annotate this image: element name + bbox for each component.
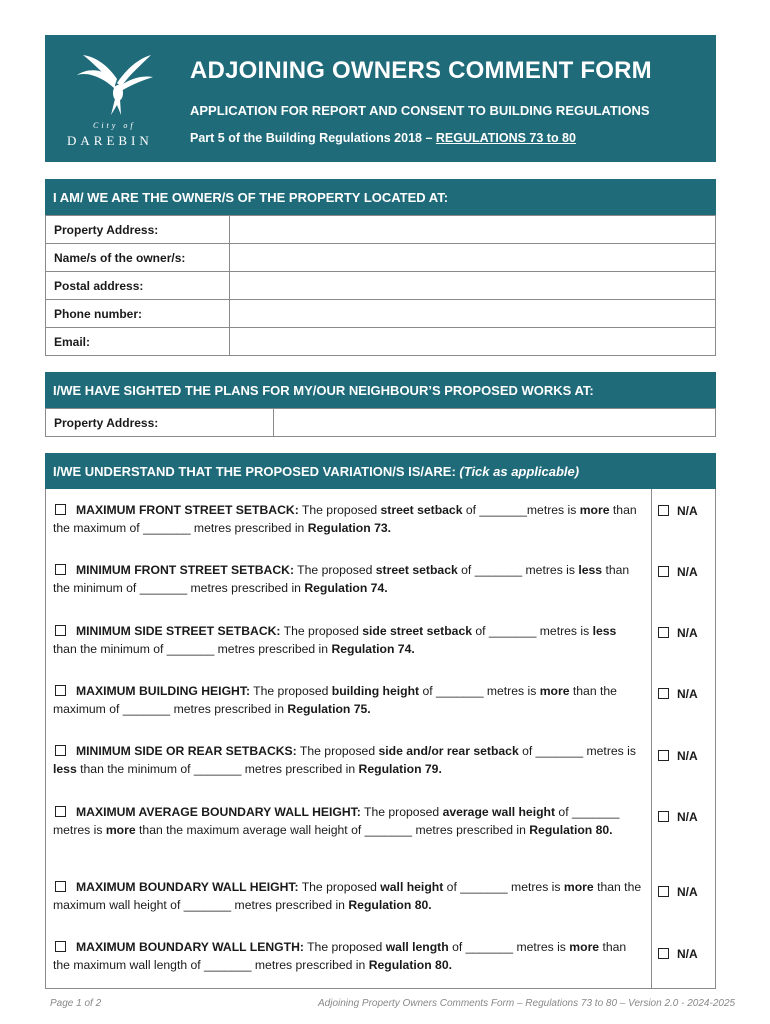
variation-measure: side street setback — [362, 624, 472, 638]
phone-number-label: Phone number: — [46, 300, 230, 328]
variation-text-part: than the minimum of _______ metres prescribed in — [53, 642, 332, 656]
table-row — [46, 300, 716, 328]
not-applicable-option[interactable] — [658, 626, 698, 640]
variations-list — [45, 489, 716, 989]
variation-measure: street setback — [380, 503, 463, 517]
column-divider — [651, 489, 652, 989]
variation-comparison: less — [53, 762, 77, 776]
not-applicable-option[interactable] — [658, 749, 698, 763]
variation-checkbox[interactable] — [55, 881, 66, 892]
variation-text-part: of _______ metres is — [443, 880, 564, 894]
variation-measure: average wall height — [442, 805, 556, 819]
neighbour-details-table — [45, 408, 716, 437]
neighbour-section-heading: I/WE HAVE SIGHTED THE PLANS FOR MY/OUR NEIGHBOUR’S PROPOSED WORKS AT: — [45, 372, 716, 408]
variation-comparison: more — [563, 880, 594, 894]
variation-text-part: The proposed — [296, 744, 379, 758]
variation-measure: wall length — [385, 940, 449, 954]
variation-text-part: than the maximum of _______ metres prescribed in — [53, 684, 617, 716]
bird-emblem-icon — [75, 49, 155, 121]
regulation-reference — [190, 131, 576, 145]
variation-text-part: of _______ metres is — [457, 563, 579, 577]
not-applicable-option[interactable] — [658, 565, 698, 579]
na-label: N/A — [677, 687, 698, 701]
variation-regulation: Regulation 74. — [304, 581, 388, 595]
neighbour-property-address-label: Property Address: — [46, 409, 274, 437]
variation-measure: side and/or rear setback — [378, 744, 519, 758]
variation-title: MAXIMUM BOUNDARY WALL LENGTH: — [76, 940, 304, 954]
na-label: N/A — [677, 504, 698, 518]
na-label: N/A — [677, 749, 698, 763]
not-applicable-option[interactable] — [658, 947, 698, 961]
not-applicable-option[interactable] — [658, 504, 698, 518]
variation-title: MINIMUM SIDE STREET SETBACK: — [76, 624, 281, 638]
document-footer: Adjoining Property Owners Comments Form – Regulations 73 to 80 – Version 2.0 - 2024-2025 — [318, 998, 736, 1009]
variation-regulation: Regulation 79. — [358, 762, 442, 776]
table-row — [46, 328, 716, 356]
variation-regulation: Regulation 80. — [348, 898, 432, 912]
variation-text — [53, 878, 643, 914]
variation-text-part: than the minimum of _______ metres prescribed in — [53, 563, 630, 595]
variation-title: MINIMUM SIDE OR REAR SETBACKS: — [76, 744, 297, 758]
variation-comparison: more — [105, 823, 136, 837]
variation-regulation: Regulation 80. — [529, 823, 613, 837]
variation-text-part: of _______ metres is — [419, 684, 540, 698]
variation-comparison: less — [578, 563, 603, 577]
variation-measure: building height — [331, 684, 420, 698]
variation-checkbox[interactable] — [55, 504, 66, 515]
postal-address-label: Postal address: — [46, 272, 230, 300]
variation-text-part: than the maximum of _______ metres prescribed in — [53, 503, 637, 535]
na-label: N/A — [677, 565, 698, 579]
variation-text-part: of _______ metres is — [518, 744, 636, 758]
email-label: Email: — [46, 328, 230, 356]
variation-regulation: Regulation 74. — [331, 642, 415, 656]
variation-checkbox[interactable] — [55, 564, 66, 575]
not-applicable-option[interactable] — [658, 687, 698, 701]
variation-checkbox[interactable] — [55, 806, 66, 817]
variation-text-part: The proposed — [360, 805, 443, 819]
variation-title: MAXIMUM BOUNDARY WALL HEIGHT: — [76, 880, 299, 894]
variation-text-part: of _______ metres is — [448, 940, 570, 954]
form-title: ADJOINING OWNERS COMMENT FORM — [190, 57, 652, 84]
not-applicable-option[interactable] — [658, 885, 698, 899]
form-subtitle: APPLICATION FOR REPORT AND CONSENT TO BUILDING REGULATIONS — [190, 103, 650, 118]
variation-text — [53, 622, 643, 658]
variation-comparison: more — [539, 684, 570, 698]
property-address-field[interactable] — [229, 216, 715, 244]
property-address-label: Property Address: — [46, 216, 230, 244]
variation-comparison: more — [569, 940, 600, 954]
variation-section-heading — [45, 453, 716, 489]
email-field[interactable] — [229, 328, 715, 356]
regulations-link[interactable]: REGULATIONS 73 to 80 — [435, 131, 576, 145]
not-applicable-option[interactable] — [658, 810, 698, 824]
neighbour-property-address-field[interactable] — [273, 409, 715, 437]
variation-text — [53, 682, 643, 718]
table-row — [46, 216, 716, 244]
variation-text — [53, 561, 643, 597]
na-checkbox[interactable] — [658, 886, 669, 897]
variation-text — [53, 742, 643, 778]
variation-regulation: Regulation 80. — [368, 958, 452, 972]
variation-title: MAXIMUM BUILDING HEIGHT: — [76, 684, 250, 698]
variation-text-part: The proposed — [250, 684, 332, 698]
variation-regulation: Regulation 75. — [287, 702, 371, 716]
variation-text — [53, 803, 643, 839]
na-checkbox[interactable] — [658, 627, 669, 638]
variation-title: MINIMUM FRONT STREET SETBACK: — [76, 563, 295, 577]
na-checkbox[interactable] — [658, 948, 669, 959]
na-label: N/A — [677, 885, 698, 899]
variation-title: MAXIMUM AVERAGE BOUNDARY WALL HEIGHT: — [76, 805, 361, 819]
variation-title: MAXIMUM FRONT STREET SETBACK: — [76, 503, 299, 517]
table-row — [46, 409, 716, 437]
variation-text-part: than the maximum wall height of _______ metres prescribed in — [53, 880, 642, 912]
logo-city-text: City of — [93, 121, 136, 130]
regulation-prefix: Part 5 of the Building Regulations 2018 – — [190, 131, 436, 145]
owner-details-table — [45, 215, 716, 356]
phone-number-field[interactable] — [229, 300, 715, 328]
variation-text-part: The proposed — [298, 880, 381, 894]
variation-text-part: than the minimum of _______ metres prescribed in — [76, 762, 359, 776]
owner-section-heading: I AM/ WE ARE THE OWNER/S OF THE PROPERTY LOCATED AT: — [45, 179, 716, 215]
darebin-logo — [65, 49, 165, 149]
variation-text-part: than the maximum wall length of _______ metres prescribed in — [53, 940, 627, 972]
na-label: N/A — [677, 626, 698, 640]
variation-text-part: of _______ metres is — [53, 805, 620, 837]
table-row — [46, 272, 716, 300]
variation-text-part: The proposed — [303, 940, 386, 954]
variation-checkbox[interactable] — [55, 941, 66, 952]
variation-regulation: Regulation 73. — [307, 521, 392, 535]
variation-checkbox[interactable] — [55, 685, 66, 696]
variation-checkbox[interactable] — [55, 625, 66, 636]
na-checkbox[interactable] — [658, 688, 669, 699]
variation-checkbox[interactable] — [55, 745, 66, 756]
variation-heading-note: (Tick as applicable) — [459, 464, 580, 479]
na-checkbox[interactable] — [658, 505, 669, 516]
owner-names-field[interactable] — [229, 244, 715, 272]
variation-text-part: The proposed — [298, 503, 381, 517]
form-header — [45, 35, 716, 162]
page-number: Page 1 of 2 — [50, 998, 102, 1009]
variation-text — [53, 501, 643, 537]
na-label: N/A — [677, 947, 698, 961]
variation-measure: wall height — [380, 880, 444, 894]
variation-text-part: The proposed — [280, 624, 363, 638]
variation-comparison: less — [592, 624, 617, 638]
variation-text-part: of _______metres is — [462, 503, 580, 517]
table-row — [46, 244, 716, 272]
owner-names-label: Name/s of the owner/s: — [46, 244, 230, 272]
na-label: N/A — [677, 810, 698, 824]
variation-comparison: more — [579, 503, 610, 517]
variation-text-part: of _______ metres is — [472, 624, 593, 638]
variation-measure: street setback — [375, 563, 458, 577]
na-checkbox[interactable] — [658, 566, 669, 577]
variation-text-part: The proposed — [294, 563, 376, 577]
na-checkbox[interactable] — [658, 750, 669, 761]
variation-text — [53, 938, 643, 974]
postal-address-field[interactable] — [229, 272, 715, 300]
variation-text-part: than the maximum average wall height of _______ metres prescribed in — [135, 823, 530, 837]
logo-name-text: DAREBIN — [67, 133, 153, 148]
variation-heading-text: I/WE UNDERSTAND THAT THE PROPOSED VARIATION/S IS/ARE: — [53, 464, 456, 479]
na-checkbox[interactable] — [658, 811, 669, 822]
